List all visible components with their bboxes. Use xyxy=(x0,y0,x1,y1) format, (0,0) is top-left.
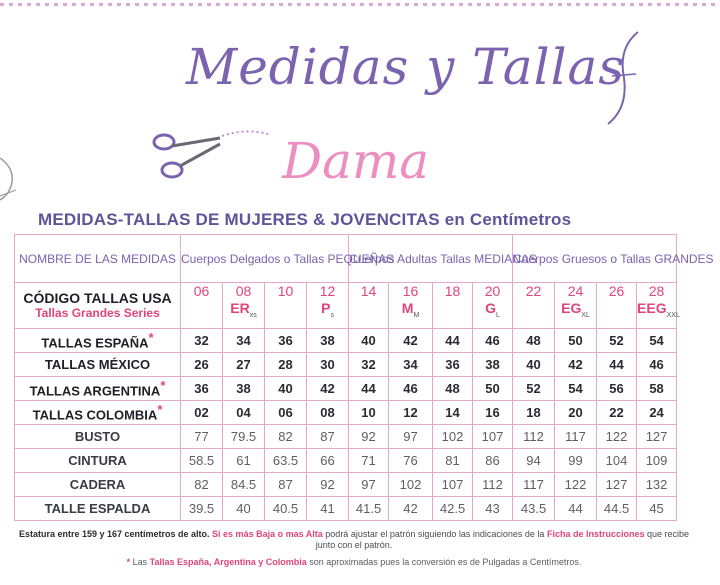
page-subtitle-script: Dama xyxy=(282,132,430,190)
table-cell: 107 xyxy=(433,473,473,497)
header-group-large: Cuerpos Gruesos o Tallas GRANDES xyxy=(513,235,677,283)
size-letter-text: ER xyxy=(230,300,250,316)
table-cell: 40 xyxy=(513,353,555,377)
table-cell: 36 xyxy=(265,329,307,353)
table-cell: 61 xyxy=(223,449,265,473)
footnote-height xyxy=(14,529,694,551)
row-asterisk: * xyxy=(157,402,163,418)
table-cell: 40.5 xyxy=(265,497,307,521)
table-cell: 38 xyxy=(223,377,265,401)
table-heading xyxy=(38,210,571,230)
table-cell: 43.5 xyxy=(513,497,555,521)
table-cell: 43 xyxy=(473,497,513,521)
table-cell: 66 xyxy=(307,449,349,473)
table-cell: 34 xyxy=(389,353,433,377)
table-cell: 50 xyxy=(473,377,513,401)
row-label-text: TALLAS COLOMBIA xyxy=(32,407,158,423)
usa-code-cell xyxy=(555,283,597,329)
table-cell: 42 xyxy=(389,497,433,521)
footnote-asterisk: * xyxy=(126,557,131,567)
usa-code-cell xyxy=(389,283,433,329)
scissors-icon xyxy=(150,120,270,195)
table-cell: 16 xyxy=(473,401,513,425)
table-row xyxy=(15,377,677,401)
table-cell: 41.5 xyxy=(349,497,389,521)
table-cell: 36 xyxy=(433,353,473,377)
size-letter-text: G xyxy=(485,300,497,316)
footnote-height-text: Estatura entre 159 y 167 centímetros de alto. xyxy=(18,529,210,539)
row-asterisk: * xyxy=(160,378,166,394)
row-label xyxy=(15,449,181,473)
row-label xyxy=(15,425,181,449)
table-cell: 48 xyxy=(433,377,473,401)
table-cell: 58 xyxy=(637,377,677,401)
size-letter-subscript: M xyxy=(413,311,420,319)
table-cell: 44 xyxy=(349,377,389,401)
table-cell: 44 xyxy=(555,497,597,521)
table-cell: 84.5 xyxy=(223,473,265,497)
row-label-text: TALLAS ESPAÑA xyxy=(41,335,149,351)
size-letter xyxy=(637,300,680,324)
table-cell: 39.5 xyxy=(181,497,223,521)
table-cell: 71 xyxy=(349,449,389,473)
table-cell: 18 xyxy=(513,401,555,425)
size-chart-table xyxy=(14,234,714,521)
table-cell: 92 xyxy=(307,473,349,497)
row-asterisk: * xyxy=(148,330,154,346)
usa-code-number: 26 xyxy=(608,283,625,299)
size-letter xyxy=(555,300,596,324)
usa-code-cell xyxy=(513,283,555,329)
row-label xyxy=(15,353,181,377)
table-cell: 06 xyxy=(265,401,307,425)
table-cell: 12 xyxy=(389,401,433,425)
size-letter xyxy=(223,300,264,324)
usa-code-number: 08 xyxy=(235,283,252,299)
table-cell: 38 xyxy=(307,329,349,353)
table-cell: 107 xyxy=(473,425,513,449)
row-label-text: BUSTO xyxy=(74,429,121,444)
usa-code-cell xyxy=(181,283,223,329)
table-cell: 40 xyxy=(265,377,307,401)
header-names: NOMBRE DE LAS MEDIDAS xyxy=(15,235,181,283)
row-label-text: TALLAS MÉXICO xyxy=(44,357,151,372)
table-cell: 79.5 xyxy=(223,425,265,449)
table-cell: 127 xyxy=(637,425,677,449)
size-letter-subscript: s xyxy=(330,311,334,319)
row-label xyxy=(15,401,181,425)
footnote-instructions-link: Ficha de Instrucciones xyxy=(546,529,645,539)
table-cell: 99 xyxy=(555,449,597,473)
table-cell: 54 xyxy=(637,329,677,353)
usa-code-cell xyxy=(349,283,389,329)
table-cell: 41 xyxy=(307,497,349,521)
table-cell: 52 xyxy=(597,329,637,353)
header-group-medium: Cuerpos Adultas Tallas MEDIANAS xyxy=(349,235,513,283)
table-cell: 24 xyxy=(637,401,677,425)
usa-code-cell xyxy=(433,283,473,329)
usa-code-cell xyxy=(637,283,680,329)
table-cell: 94 xyxy=(513,449,555,473)
footnote-instructions-text: podrá ajustar el patrón siguiendo las indicaciones de la xyxy=(325,529,545,539)
table-cell: 127 xyxy=(597,473,637,497)
table-cell: 97 xyxy=(389,425,433,449)
table-cell: 104 xyxy=(597,449,637,473)
table-row xyxy=(15,401,677,425)
table-cell: 38 xyxy=(473,353,513,377)
usa-code-number: 28 xyxy=(648,283,665,299)
table-cell: 102 xyxy=(433,425,473,449)
usa-code-number: 16 xyxy=(402,283,419,299)
usa-code-cell xyxy=(473,283,513,329)
usa-code-number: 20 xyxy=(484,283,501,299)
table-cell: 44.5 xyxy=(597,497,637,521)
table-cell: 58.5 xyxy=(181,449,223,473)
table-cell: 28 xyxy=(265,353,307,377)
table-cell: 117 xyxy=(555,425,597,449)
table-row xyxy=(15,329,677,353)
row-label xyxy=(15,473,181,497)
table-cell: 109 xyxy=(637,449,677,473)
table-cell: 14 xyxy=(433,401,473,425)
table-row xyxy=(15,425,677,449)
table-cell: 30 xyxy=(307,353,349,377)
row-label-text: TALLAS ARGENTINA xyxy=(29,383,161,399)
table-cell: 54 xyxy=(555,377,597,401)
table-cell: 32 xyxy=(349,353,389,377)
table-cell: 122 xyxy=(597,425,637,449)
decorative-dotted-border xyxy=(0,0,720,8)
usa-code-number: 06 xyxy=(193,283,210,299)
table-row xyxy=(15,353,677,377)
table-cell: 40 xyxy=(349,329,389,353)
usa-code-number: 10 xyxy=(277,283,294,299)
header-group-small: Cuerpos Delgados o Tallas PEQUEÑAS xyxy=(181,235,349,283)
footnote-conversion-countries: Tallas España, Argentina y Colombia xyxy=(149,557,307,567)
table-cell: 02 xyxy=(181,401,223,425)
table-cell: 81 xyxy=(433,449,473,473)
table-cell: 97 xyxy=(349,473,389,497)
table-cell: 27 xyxy=(223,353,265,377)
table-cell: 82 xyxy=(181,473,223,497)
usa-codes-label-line1: CÓDIGO TALLAS USA xyxy=(23,289,172,306)
table-cell: 42.5 xyxy=(433,497,473,521)
table-cell: 08 xyxy=(307,401,349,425)
table-cell: 40 xyxy=(223,497,265,521)
size-letter-subscript: L xyxy=(496,311,500,319)
table-cell: 46 xyxy=(473,329,513,353)
size-letter xyxy=(307,300,348,324)
usa-code-cell xyxy=(597,283,637,329)
table-cell: 42 xyxy=(307,377,349,401)
table-cell: 48 xyxy=(513,329,555,353)
footnote-adjust-text: Si es más Baja o mas Alta xyxy=(212,529,323,539)
size-letter-subscript: XXL xyxy=(666,311,680,319)
table-cell: 117 xyxy=(513,473,555,497)
table-cell: 50 xyxy=(555,329,597,353)
row-label-text: CINTURA xyxy=(68,453,127,468)
table-cell: 34 xyxy=(223,329,265,353)
table-cell: 26 xyxy=(181,353,223,377)
usa-code-number: 22 xyxy=(525,283,542,299)
size-letter-subscript: XL xyxy=(581,311,590,319)
usa-code-number: 24 xyxy=(567,283,584,299)
table-cell: 44 xyxy=(433,329,473,353)
table-cell: 112 xyxy=(473,473,513,497)
table-heading-tail: en Centímetros xyxy=(444,210,572,229)
table-cell: 102 xyxy=(389,473,433,497)
usa-code-number: 14 xyxy=(360,283,377,299)
table-header-row xyxy=(15,235,677,283)
size-letter-text: EG xyxy=(561,300,582,316)
row-label-text: TALLE ESPALDA xyxy=(44,501,151,516)
table-cell: 122 xyxy=(555,473,597,497)
table-row-usa-codes xyxy=(15,283,677,329)
table-row xyxy=(15,449,677,473)
table-cell: 86 xyxy=(473,449,513,473)
table-cell: 04 xyxy=(223,401,265,425)
hanger-icon xyxy=(0,150,22,210)
size-letter xyxy=(473,300,512,324)
size-letter xyxy=(389,300,432,324)
usa-code-cell xyxy=(265,283,307,329)
usa-codes-label-line2: Tallas Grandes Series xyxy=(35,305,160,320)
usa-code-cell xyxy=(307,283,349,329)
table-cell: 32 xyxy=(181,329,223,353)
table-cell: 42 xyxy=(389,329,433,353)
table-cell: 56 xyxy=(597,377,637,401)
table-cell: 20 xyxy=(555,401,597,425)
table-cell: 22 xyxy=(597,401,637,425)
table-row xyxy=(15,497,677,521)
table-cell: 44 xyxy=(597,353,637,377)
table-cell: 82 xyxy=(265,425,307,449)
size-letter-subscript: xs xyxy=(249,311,257,319)
table-cell: 87 xyxy=(265,473,307,497)
footnote-conversion xyxy=(14,557,694,567)
usa-code-cell xyxy=(223,283,265,329)
usa-code-number: 12 xyxy=(319,283,336,299)
table-cell: 42 xyxy=(555,353,597,377)
footnote-conversion-start: Las xyxy=(132,557,148,567)
footnote-conversion-end: son aproximadas pues la conversión es de Pulgadas a Centímetros. xyxy=(309,557,582,567)
table-cell: 76 xyxy=(389,449,433,473)
table-row xyxy=(15,473,677,497)
size-letter-text: P xyxy=(321,300,331,316)
table-cell: 77 xyxy=(181,425,223,449)
table-cell: 63.5 xyxy=(265,449,307,473)
table-cell: 45 xyxy=(637,497,677,521)
page-title: Medidas y Tallas xyxy=(186,38,626,96)
table-cell: 46 xyxy=(637,353,677,377)
table-cell: 87 xyxy=(307,425,349,449)
row-label xyxy=(15,329,181,353)
table-cell: 112 xyxy=(513,425,555,449)
table-cell: 52 xyxy=(513,377,555,401)
table-cell: 92 xyxy=(349,425,389,449)
row-label xyxy=(15,377,181,401)
table-heading-main: MEDIDAS-TALLAS DE MUJERES & JOVENCITAS xyxy=(38,210,440,229)
usa-codes-label xyxy=(15,283,181,329)
usa-code-number: 18 xyxy=(444,283,461,299)
table-cell: 132 xyxy=(637,473,677,497)
row-label-text: CADERA xyxy=(69,477,126,492)
row-label xyxy=(15,497,181,521)
table-cell: 46 xyxy=(389,377,433,401)
size-letter-text: M xyxy=(401,300,414,316)
flourish-icon xyxy=(598,28,648,128)
size-letter-text: EEG xyxy=(637,300,667,316)
table-cell: 36 xyxy=(181,377,223,401)
table-cell: 10 xyxy=(349,401,389,425)
footnote-end-text: que recibe junto con el patrón. xyxy=(315,529,690,550)
